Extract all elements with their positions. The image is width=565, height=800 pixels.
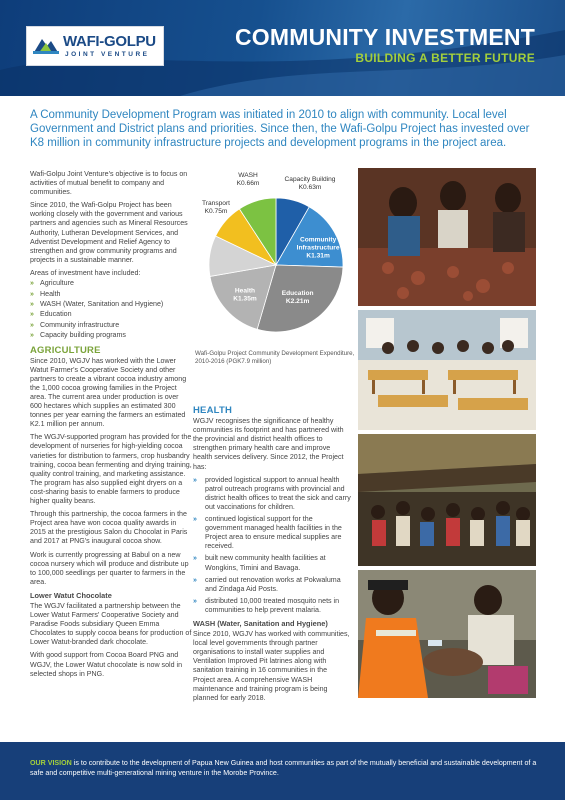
pie-label-community-infrastructure-0: Community xyxy=(299,236,337,244)
health-patrol-illustration xyxy=(358,434,536,566)
cocoa-drying-illustration xyxy=(358,168,536,306)
list-item: » Agriculture xyxy=(30,279,74,288)
chocolate-paragraph-2: With good support from Cocoa Board PNG and WGJV, the Lower Watut chocolate is now sold in selected shops in PNG. xyxy=(30,651,183,678)
list-item: » built new community health facilities at Wongkins, Timini and Bavaga. xyxy=(193,554,326,572)
pie-label-health-1: K1.35m xyxy=(233,295,257,303)
health-column xyxy=(193,406,351,707)
logo-name: WAFI-GOLPU xyxy=(63,33,156,50)
chevron-right-icon: » xyxy=(30,311,34,319)
list-item: » distributed 10,000 treated mosquito nets in communities to help prevent malaria. xyxy=(193,596,340,614)
pie-label-community-infrastructure-2: K1.31m xyxy=(306,252,330,260)
mountain-logo-icon xyxy=(33,34,59,54)
chevron-right-icon: » xyxy=(30,301,34,308)
list-item: » Education xyxy=(30,310,72,319)
pie-label-health-0: Health xyxy=(234,287,256,295)
areas-intro: Areas of investment have included: xyxy=(30,268,141,277)
pie-label-wash-1: K0.66m xyxy=(236,180,260,187)
chocolate-heading: Lower Watut Chocolate xyxy=(30,590,112,600)
expenditure-pie-chart xyxy=(190,165,355,355)
chevron-right-icon: » xyxy=(30,321,34,329)
chevron-right-icon: » xyxy=(193,555,197,563)
agriculture-paragraph-1: Since 2010, WGJV has worked with the Lower Watut Farmer's Cooperative Society and other partners to create a vibrant cocoa industry among the 1,000 cocoa growing families in the Project area. The current area under production is over 600 hectares which supplies an estimated 300 tonnes per year earning the farmers an estimated K2.1 million per annum. xyxy=(30,356,187,429)
vision-statement xyxy=(30,758,540,778)
pie-label-wash-0: WASH xyxy=(238,172,258,179)
chevron-right-icon: » xyxy=(193,516,197,524)
list-item: » Health xyxy=(30,289,61,298)
page-title: COMMUNITY INVESTMENT xyxy=(234,24,535,50)
chevron-right-icon: » xyxy=(30,280,34,288)
agriculture-heading: AGRICULTURE xyxy=(30,344,101,356)
photo-classroom xyxy=(358,310,536,430)
chevron-right-icon: » xyxy=(193,476,197,484)
agriculture-paragraph-2: The WGJV-supported program has provided for the development of nurseries for high-yielding cocoa varieties for distribution to farmers, crop husbandry training, cocoa bean fermenting and drying training, quality control training, and marketing assistance. The program has also supplied eight dryers on a cost-sharing basis to enable farmers to produce higher quality beans. xyxy=(30,433,192,506)
list-item: » carried out renovation works at Pokwaluma and Zindaga Aid Posts. xyxy=(193,575,341,593)
agriculture-paragraph-4: Work is currently progressing at Babul on a new cocoa nursery which will produce and distribute up to 100,000 seedlings per quarter to farmers in the area. xyxy=(30,550,189,586)
pie-label-capacity-building-0: Capacity Building xyxy=(284,176,336,183)
partners-paragraph: Since 2010, the Wafi-Golpu Project has been working closely with the government and various partners and agencies such as Mineral Resources Authority, Lutheran Development Services, and Adventist Development and Relief Agency to strengthen and grow community programs and projects in a sustainable manner. xyxy=(30,201,188,264)
pie-label-transport-1: K0.75m xyxy=(204,208,228,215)
chocolate-paragraph-1: The WGJV facilitated a partnership between the Lower Watut Farmers' Cooperative Society and Paradise Foods subsidiary Queen Emma Chocolates to supply cocoa beans for production of Lower Watut-branded dark chocolate. xyxy=(30,601,192,647)
header-banner xyxy=(0,0,565,96)
list-item: » WASH (Water, Sanitation and Hygiene) xyxy=(30,300,164,308)
photo-child-vaccination xyxy=(358,570,536,698)
company-logo xyxy=(26,26,164,66)
page-subtitle: BUILDING A BETTER FUTURE xyxy=(355,51,535,65)
list-item: » continued logistical support for the government managed health facilities in the Project area to ensure medical supplies are received. xyxy=(193,515,342,551)
pie-label-education-1: K2.21m xyxy=(285,297,310,305)
vision-text: is to contribute to the development of Papua New Guinea and host communities as part of the mutually beneficial and sustainable development of a safe and competitive multi-generational mining venture in the Morobe Province. xyxy=(30,759,537,777)
chevron-right-icon: » xyxy=(193,576,197,584)
pie-label-transport-0: Transport xyxy=(202,200,230,207)
health-achievements-list xyxy=(193,476,351,615)
list-item: » provided logistical support to annual health patrol outreach programs with provincial and district health offices to treat the sick and carry out vaccinations for children. xyxy=(193,475,351,511)
wash-heading: WASH (Water, Sanitation and Hygiene) xyxy=(193,618,328,628)
pie-label-education-0: Education xyxy=(281,289,314,297)
photo-cocoa-drying xyxy=(358,168,536,306)
wash-paragraph: Since 2010, WGJV has worked with communities, local level governments through partner organisations to install water supplies and Ventilation Improved Pit latrines along with sanitation training in 16 communities in the Project area. A comprehensive WASH maintenance and training program is being planned for early 2018. xyxy=(193,630,350,702)
agriculture-paragraph-3: Through this partnership, the cocoa farmers in the Project area have won cocoa quality awards in 2015 at the prestigious Salon du Chocolat in Paris and 2017 at PNG's inaugural cocoa show. xyxy=(30,510,188,546)
pie-chart-svg xyxy=(190,165,355,355)
chevron-right-icon: » xyxy=(193,597,197,605)
photo-health-patrol xyxy=(358,434,536,566)
vision-lead: OUR VISION xyxy=(30,759,72,767)
chevron-right-icon: » xyxy=(30,290,34,298)
intro-paragraph: A Community Development Program was initiated in 2010 to align with community. Local level Government and District plans and priorities. Since then, the Wafi-Golpu Project has invested over K8 million in community infrastructure projects and development programs in the project area. xyxy=(30,109,530,150)
chart-caption: Wafi-Golpu Project Community Development Expenditure, 2010-2016 (PGK7.9 million) xyxy=(195,350,355,365)
list-item: » Capacity building programs xyxy=(30,331,126,340)
left-column xyxy=(30,170,192,683)
list-item: » Community infrastructure xyxy=(30,320,120,329)
chevron-right-icon: » xyxy=(30,332,34,340)
vaccination-illustration xyxy=(358,570,536,698)
investment-areas-list xyxy=(30,279,192,341)
pie-label-community-infrastructure-1: Infrastructure xyxy=(296,244,340,252)
footer-banner xyxy=(0,742,565,800)
health-paragraph: WGJV recognises the significance of healthy communities its footprint and has partnered with the provincial and district health offices to strengthen primary health care and improve health services delivery. Since 2012, the Project has: xyxy=(193,417,344,471)
classroom-illustration xyxy=(358,310,536,430)
health-heading: HEALTH xyxy=(193,405,233,416)
pie-label-capacity-building-1: K0.63m xyxy=(298,184,322,191)
objective-paragraph: Wafi-Golpu Joint Venture's objective is to focus on activities of mutual benefit to company and communities. xyxy=(30,170,188,197)
logo-subtitle: JOINT VENTURE xyxy=(65,51,150,58)
